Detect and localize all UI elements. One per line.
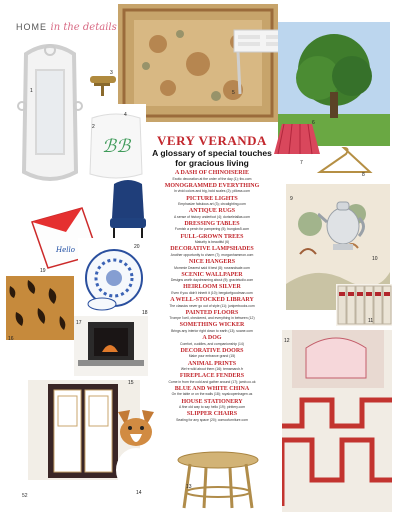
list-item: ANTIQUE RUGS A sense of history underfoot (4); doriseleiallas.com: [174, 208, 250, 219]
list-item: NICE HANGERS Mommie Dearest said it best (8); roseandsale.com: [174, 259, 250, 270]
header-home: HOME: [16, 22, 47, 32]
article-subtitle: A glossary of special touches for gracious living: [152, 148, 272, 168]
list-item: HOUSE STATIONERY A fine old way to say hello (19); pinttery.com: [178, 398, 246, 410]
label-9: 9: [290, 196, 293, 202]
label-12: 12: [284, 338, 290, 344]
list-item: PICTURE LIGHTS Emphasize fabulous art (3); circalighting.com: [178, 195, 246, 207]
glossary-list: [147, 134, 277, 422]
svg-text:ℬℬ: ℬℬ: [101, 136, 131, 157]
lampshade-image: [272, 120, 322, 160]
list-item: MONOGRAMMED EVERYTHING In vivid colors and big, bold scales (2); pillows.com: [164, 182, 260, 194]
label-8: 8: [362, 172, 365, 178]
picture-light-image: [88, 72, 118, 98]
label-15: 15: [128, 380, 134, 386]
label-3: 3: [110, 70, 113, 76]
label-5: 5: [232, 90, 235, 96]
header-script: in the details: [50, 22, 117, 33]
animal-print-image: [6, 276, 74, 340]
label-17: 17: [76, 320, 82, 326]
list-item: SOMETHING WICKER Brings any interior right down to earth (13); soane.com: [171, 322, 253, 333]
article-title: VERY VERANDA: [157, 133, 267, 148]
label-11: 11: [368, 318, 374, 324]
label-20: 20: [134, 244, 140, 250]
list-item: BLUE AND WHITE CHINA On the table or on the walls (18); royalcopenhagen.us: [171, 385, 253, 397]
label-1: 1: [30, 88, 33, 94]
list-item: PAINTED FLOORS Trompe l'oeil, checkered, and everything in between (12): [169, 309, 255, 321]
section-header: [16, 22, 117, 33]
library-books-image: [336, 284, 392, 326]
list-item: FIREPLACE FENDERS Come in from the cold and gather around (17); jamb.co.uk: [168, 373, 256, 384]
svg-text:Hello: Hello: [56, 246, 75, 254]
list-item: DRESSING TABLES Furnish a perch for pampering (5); bunglow5.com: [174, 220, 250, 232]
list-item: A WELL-STOCKED LIBRARY The classics never go out of style (11); juniperbooks.com: [169, 297, 255, 308]
label-16: 16: [8, 336, 14, 342]
hanger-image: [316, 144, 374, 178]
list-item: HEIRLOOM SILVER Even if you didn't inherit it (10); bergdorfgoodman.com: [171, 284, 253, 295]
painted-floor-image: [282, 330, 392, 512]
label-14: 14: [136, 490, 142, 496]
list-item: DECORATIVE DOORS Make your entrance grand (15): [180, 347, 244, 359]
list-item: SCENIC WALLPAPER Designs worth daydreaming about (9); gracietudio.com: [170, 271, 254, 283]
fireplace-fender-image: [74, 316, 148, 376]
page-number: 52: [22, 493, 28, 499]
list-item: DECORATIVE LAMPSHADES Another opportunity to charm (7); morganhammon.com: [170, 246, 254, 257]
label-2: 2: [92, 124, 95, 130]
label-7: 7: [300, 160, 303, 166]
wicker-table-image: [170, 448, 266, 512]
list-item: FULL-GROWN TREES Maturity is beautiful (6): [180, 233, 244, 245]
label-6: 6: [312, 120, 315, 126]
label-18: 18: [142, 310, 148, 316]
label-10: 10: [372, 256, 378, 262]
label-19: 19: [40, 268, 46, 274]
label-13: 13: [186, 484, 192, 490]
silver-teapot-image: [318, 190, 368, 256]
list-item: SLIPPER CHAIRS Seating for any space (20); oomoofurniture.com: [176, 411, 248, 422]
chinoiserie-mirror-image: [14, 36, 86, 188]
label-4: 4: [124, 112, 127, 118]
list-item: ANIMAL PRINTS We're wild about them (16); temamarch.fr: [180, 360, 244, 371]
list-item: A DOG Comfort, cuddles, and companionship (14): [180, 335, 244, 346]
list-item: A DASH OF CHINOISERIE Exotic decoration at the order of the day (1); tbc.com: [172, 170, 252, 181]
